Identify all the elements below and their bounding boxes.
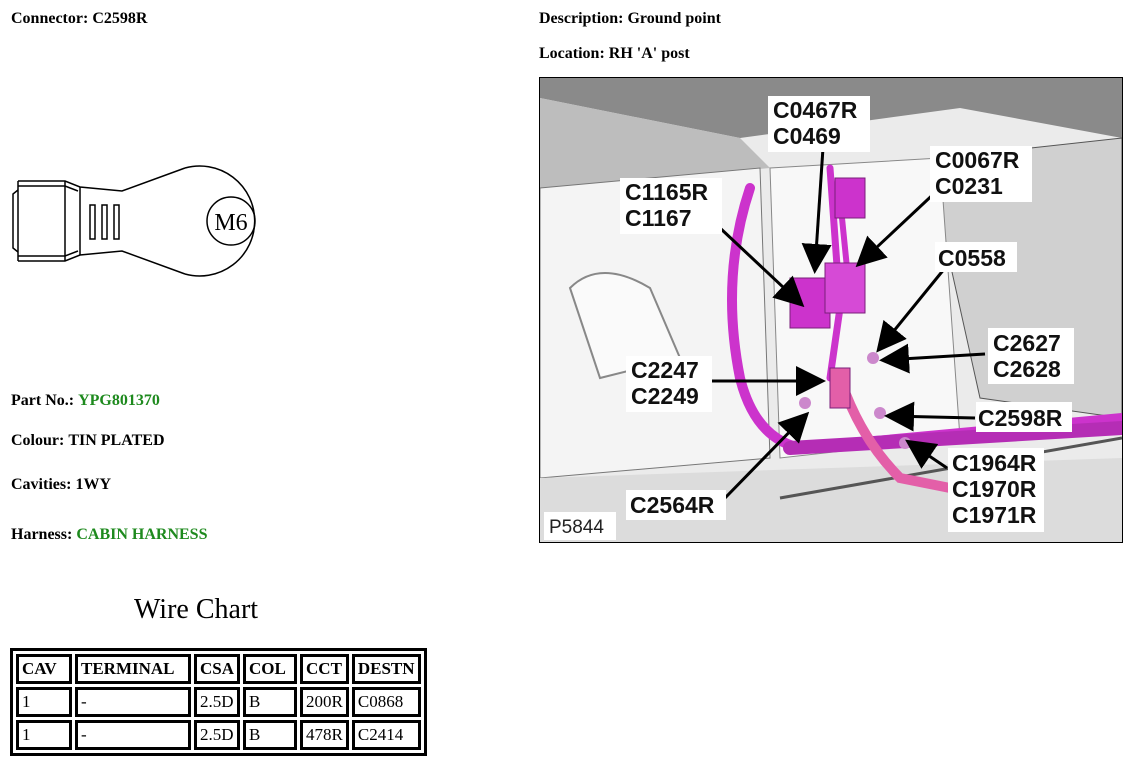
cell-terminal: - (75, 687, 191, 717)
cell-cav: 1 (16, 687, 72, 717)
part-number-label: Part No.: (11, 392, 75, 409)
col-header-terminal: TERMINAL (75, 654, 191, 684)
ring-terminal-drawing (10, 160, 300, 280)
cell-terminal: - (75, 720, 191, 750)
harness-label: Harness: (11, 526, 73, 543)
location-illustration-svg (540, 78, 1122, 542)
colour-label: Colour: (11, 432, 65, 449)
description-label: Description: (539, 10, 624, 27)
location-illustration (539, 77, 1123, 543)
callout-c1165r: C1165R (625, 179, 709, 205)
cell-cct: 478R (300, 720, 349, 750)
colour-value: TIN PLATED (68, 432, 165, 449)
cell-csa: 2.5D (194, 720, 240, 750)
harness-line (11, 526, 207, 544)
cell-col: B (243, 720, 297, 750)
cavities-line (11, 476, 111, 494)
callout-c2598r: C2598R (978, 405, 1063, 431)
description-line (539, 10, 721, 28)
callout-c2627: C2627 (993, 330, 1061, 356)
callout-c1964r: C1964R (952, 450, 1037, 476)
callout-c2628: C2628 (993, 356, 1061, 382)
cavities-value: 1WY (75, 476, 111, 493)
wire-chart-table (10, 648, 427, 756)
wire-chart-header-row (16, 654, 421, 684)
stud-size-label: M6 (214, 210, 248, 236)
harness-link[interactable]: CABIN HARNESS (76, 526, 208, 543)
connector-label: Connector: (11, 10, 89, 27)
col-header-cav: CAV (16, 654, 72, 684)
description-value: Ground point (627, 10, 721, 27)
callout-c2564r: C2564R (630, 492, 715, 518)
location-value: RH 'A' post (608, 45, 690, 62)
col-header-col: COL (243, 654, 297, 684)
callout-c2247: C2247 (631, 357, 699, 383)
cell-destn[interactable]: C0868 (352, 687, 421, 717)
location-label: Location: (539, 45, 605, 62)
callout-c0067r: C0067R (935, 147, 1020, 173)
table-row (16, 687, 421, 717)
callout-c2249: C2249 (631, 383, 699, 409)
part-number-link[interactable]: YPG801370 (78, 392, 160, 409)
cell-cav: 1 (16, 720, 72, 750)
callout-c0467r: C0467R (773, 97, 858, 123)
cell-destn[interactable]: C2414 (352, 720, 421, 750)
connector-line (11, 10, 147, 28)
connector-value: C2598R (92, 10, 148, 27)
callout-c0469: C0469 (773, 123, 841, 149)
cell-col: B (243, 687, 297, 717)
callout-c1971r: C1971R (952, 502, 1037, 528)
table-row (16, 720, 421, 750)
cell-cct: 200R (300, 687, 349, 717)
col-header-csa: CSA (194, 654, 240, 684)
cavities-label: Cavities: (11, 476, 72, 493)
wire-chart-title: Wire Chart (134, 594, 259, 625)
col-header-destn: DESTN (352, 654, 421, 684)
callout-c1167: C1167 (625, 205, 692, 231)
col-header-cct: CCT (300, 654, 349, 684)
location-line (539, 45, 690, 63)
cell-csa: 2.5D (194, 687, 240, 717)
colour-line (11, 432, 165, 450)
figure-id-label: P5844 (549, 517, 604, 538)
part-number-line (11, 392, 160, 410)
callout-c0558: C0558 (938, 245, 1006, 271)
callout-c1970r: C1970R (952, 476, 1037, 502)
callout-c0231: C0231 (935, 173, 1003, 199)
